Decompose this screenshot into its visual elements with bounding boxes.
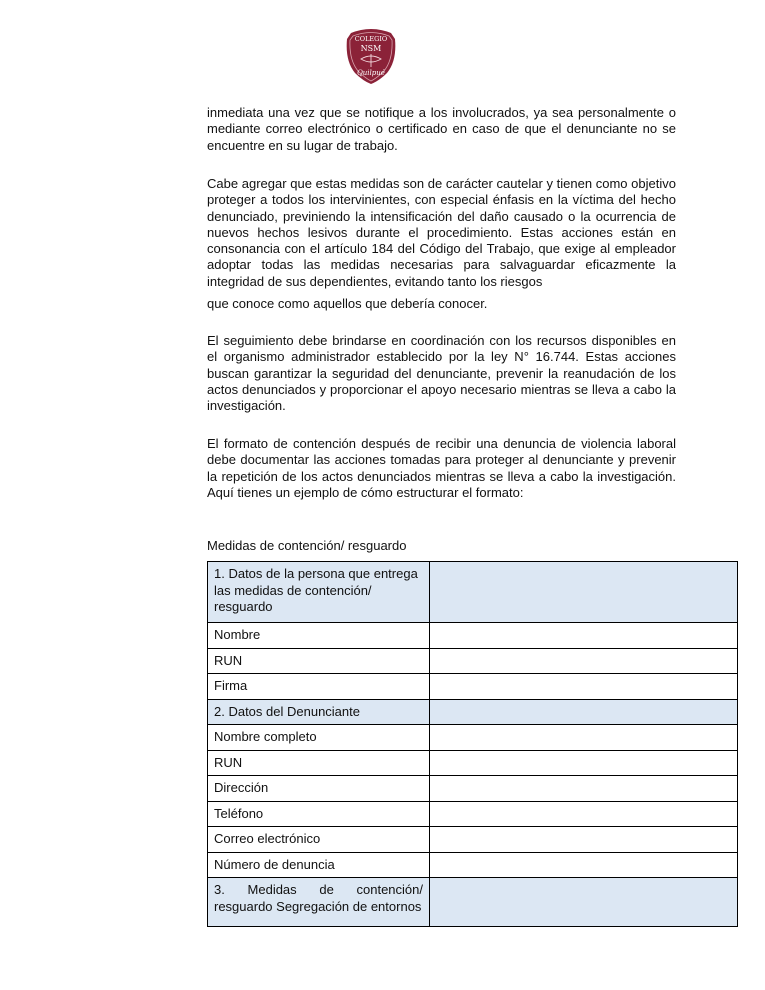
table-row	[208, 725, 738, 751]
paragraph-measures-continuation: que conoce como aquellos que debería conocer.	[207, 296, 488, 311]
row-value-cell[interactable]	[430, 827, 738, 853]
row-label: Nombre	[208, 623, 430, 649]
row-value-cell[interactable]	[430, 801, 738, 827]
table-row	[208, 801, 738, 827]
row-value-cell[interactable]	[430, 750, 738, 776]
section-header-label: 2. Datos del Denunciante	[208, 699, 430, 725]
section-header-value-cell[interactable]	[430, 878, 738, 927]
school-crest-logo	[343, 27, 399, 85]
table-row	[208, 750, 738, 776]
row-value-cell[interactable]	[430, 725, 738, 751]
logo-text-colegio: COLEGIO	[354, 35, 388, 43]
section-header-label: 3. Medidas de contención/ resguardo Segregación de entornos	[208, 878, 430, 927]
paragraph-measures-cautelar: Cabe agregar que estas medidas son de carácter cautelar y tienen como objetivo proteger a todos los intervinientes, con especial énfasis en la víctima del hecho denunciado, previniendo la intensificación del daño causado o la ocurrencia de nuevos hechos lesivos durante el procedimiento. Estas acciones están en consonancia con el artículo 184 del Código del Trabajo, que exige al empleador adoptar todas las medidas necesarias para salvaguardar eficazmente la integridad de sus dependientes, evitando tanto los riesgos	[207, 176, 676, 289]
logo-text-quilpue: Quilpué	[357, 69, 385, 77]
table-row	[208, 827, 738, 853]
row-label: Correo electrónico	[208, 827, 430, 853]
table-row	[208, 852, 738, 878]
paragraph-followup: El seguimiento debe brindarse en coordinación con los recursos disponibles en el organismo administrador establecido por la ley N° 16.744. Estas acciones buscan garantizar la seguridad del denunciante, prevenir la reanudación de los actos denunciados y proporcionar el apoyo necesario mientras se lleva a cabo la investigación.	[207, 333, 676, 414]
row-value-cell[interactable]	[430, 623, 738, 649]
logo-text-nsm: NSM	[360, 44, 382, 53]
table-section-header	[208, 878, 738, 927]
row-label: Teléfono	[208, 801, 430, 827]
table-row	[208, 674, 738, 700]
row-value-cell[interactable]	[430, 776, 738, 802]
section-header-value-cell[interactable]	[430, 699, 738, 725]
table-section-header	[208, 562, 738, 623]
table-row	[208, 648, 738, 674]
table-caption: Medidas de contención/ resguardo	[207, 538, 407, 553]
row-label: Firma	[208, 674, 430, 700]
row-label: RUN	[208, 648, 430, 674]
row-value-cell[interactable]	[430, 852, 738, 878]
table-row	[208, 623, 738, 649]
section-header-label: 1. Datos de la persona que entrega las medidas de contención/ resguardo	[208, 562, 430, 623]
containment-form-table	[207, 561, 738, 927]
row-label: Nombre completo	[208, 725, 430, 751]
paragraph-containment-format: El formato de contención después de recibir una denuncia de violencia laboral debe documentar las acciones tomadas para proteger al denunciante y prevenir la repetición de los actos denunciados mientras se lleva a cabo la investigación. Aquí tienes un ejemplo de cómo estructurar el formato:	[207, 436, 676, 500]
row-label: RUN	[208, 750, 430, 776]
row-value-cell[interactable]	[430, 674, 738, 700]
row-label: Número de denuncia	[208, 852, 430, 878]
row-value-cell[interactable]	[430, 648, 738, 674]
table-section-header	[208, 699, 738, 725]
row-label: Dirección	[208, 776, 430, 802]
table-row	[208, 776, 738, 802]
section-header-value-cell[interactable]	[430, 562, 738, 623]
paragraph-notification: inmediata una vez que se notifique a los involucrados, ya sea personalmente o mediante correo electrónico o certificado en caso de que el denunciante no se encuentre en su lugar de trabajo.	[207, 105, 676, 153]
